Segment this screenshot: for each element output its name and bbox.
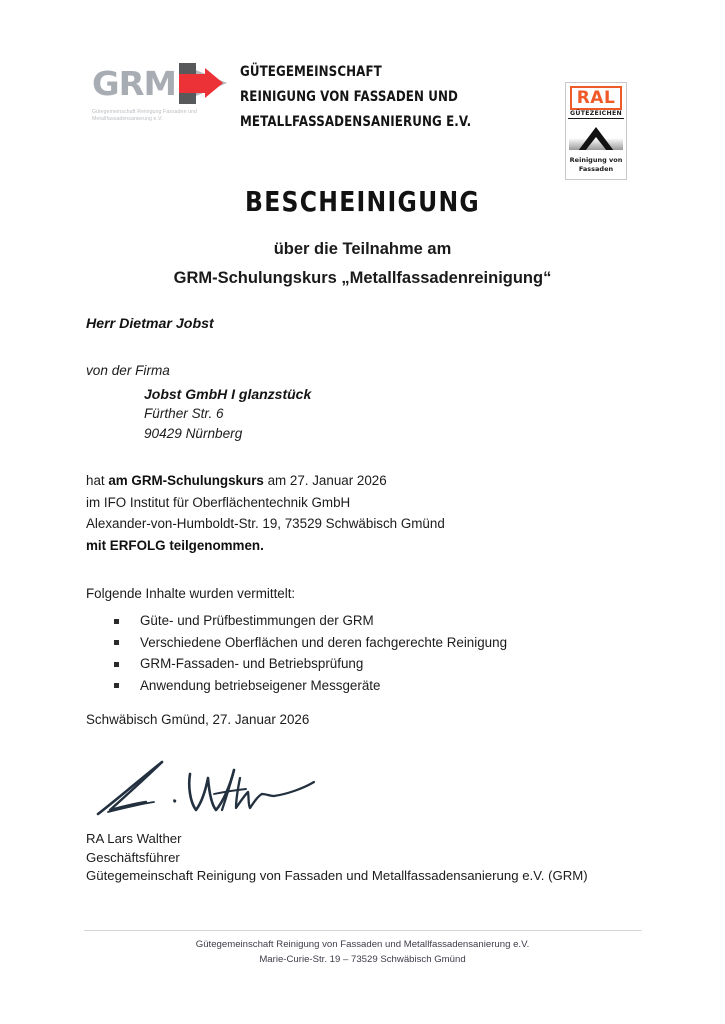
recipient-street: Fürther Str. 6 [144, 406, 224, 421]
ral-facade-peak-icon [569, 124, 623, 154]
signer-block [86, 830, 588, 886]
footer-line-1: Gütegemeinschaft Reinigung von Fassaden und Metallfassadensanierung e.V. [195, 939, 530, 950]
recipient-company-name: Jobst GmbH I glanzstück [144, 386, 312, 402]
course-line-1 [86, 470, 646, 492]
grm-square-bottom [179, 92, 196, 104]
ral-guetezeichen-label: GÜTEZEICHEN [570, 110, 622, 117]
grm-logo-row [92, 62, 210, 104]
course-result-text: mit ERFOLG teilgenommen. [86, 537, 264, 553]
ral-seal-caption [566, 156, 626, 174]
grm-wordmark: GRM [92, 63, 176, 103]
page-subtitle-line-1: über die Teilnahme am [273, 240, 452, 258]
list-item: Anwendung betriebseigener Messgeräte [114, 675, 646, 697]
association-name-line-2: REINIGUNG VON FASSADEN UND [240, 89, 458, 105]
list-item: GRM-Fassaden- und Betriebsprüfung [114, 653, 646, 675]
ral-mark-box [570, 86, 622, 110]
association-name [240, 60, 471, 135]
ral-caption-line-1: Reinigung von [569, 156, 623, 164]
course-line-2: im IFO Institut für Oberflächentechnik GmbH [86, 494, 351, 510]
contents-intro: Folgende Inhalte wurden vermittelt: [86, 586, 296, 601]
ral-caption-line-2: Fassaden [578, 165, 614, 173]
course-line-1-suffix: am 27. Januar 2026 [263, 473, 387, 488]
recipient-company-label: von der Firma [86, 363, 170, 378]
footer-divider [84, 930, 642, 931]
grm-logo [92, 62, 210, 124]
grm-arrow-red-shape [179, 74, 205, 93]
document-header [0, 40, 725, 173]
signer-role: Geschäftsführer [86, 849, 180, 865]
recipient-city: 90429 Nürnberg [144, 426, 243, 441]
ral-quality-seal [565, 82, 627, 180]
ral-mark-text: RAL [576, 87, 616, 108]
grm-logo-tagline: Gütegemeinschaft Reinigung Fassaden und Metallfassadensanierung e.V. [92, 109, 198, 123]
signature-image [90, 752, 320, 822]
place-and-date: Schwäbisch Gmünd, 27. Januar 2026 [86, 712, 310, 727]
list-item: Güte- und Prüfbestimmungen der GRM [114, 610, 646, 632]
course-line-1-bold: am GRM-Schulungskurs [108, 473, 264, 488]
recipient-name: Herr Dietmar Jobst [86, 316, 214, 332]
certificate-body [86, 315, 646, 696]
grm-arrow-icon [179, 63, 210, 104]
page-footer [0, 938, 725, 967]
course-details [86, 470, 646, 556]
association-name-line-3: METALLFASSADENSANIERUNG E.V. [240, 114, 472, 130]
contents-list [86, 610, 646, 696]
footer-line-2: Marie-Curie-Str. 19 – 73529 Schwäbisch Gmünd [259, 953, 466, 965]
page-title: BESCHEINIGUNG [245, 185, 480, 218]
signer-name: RA Lars Walther [86, 831, 182, 846]
signer-organization: Gütegemeinschaft Reinigung von Fassaden und Metallfassadensanierung e.V. (GRM) [86, 868, 588, 883]
course-line-3: Alexander-von-Humboldt-Str. 19, 73529 Schwäbisch Gmünd [86, 516, 445, 531]
recipient-address-block [144, 384, 646, 444]
page-subtitle-line-2: GRM-Schulungskurs „Metallfassadenreinigung“ [173, 269, 552, 287]
association-name-line-1: GÜTEGEMEINSCHAFT [240, 64, 382, 80]
course-result [86, 535, 646, 557]
list-item: Verschiedene Oberflächen und deren fachgerechte Reinigung [114, 632, 646, 654]
course-line-1-prefix: hat [86, 473, 109, 488]
